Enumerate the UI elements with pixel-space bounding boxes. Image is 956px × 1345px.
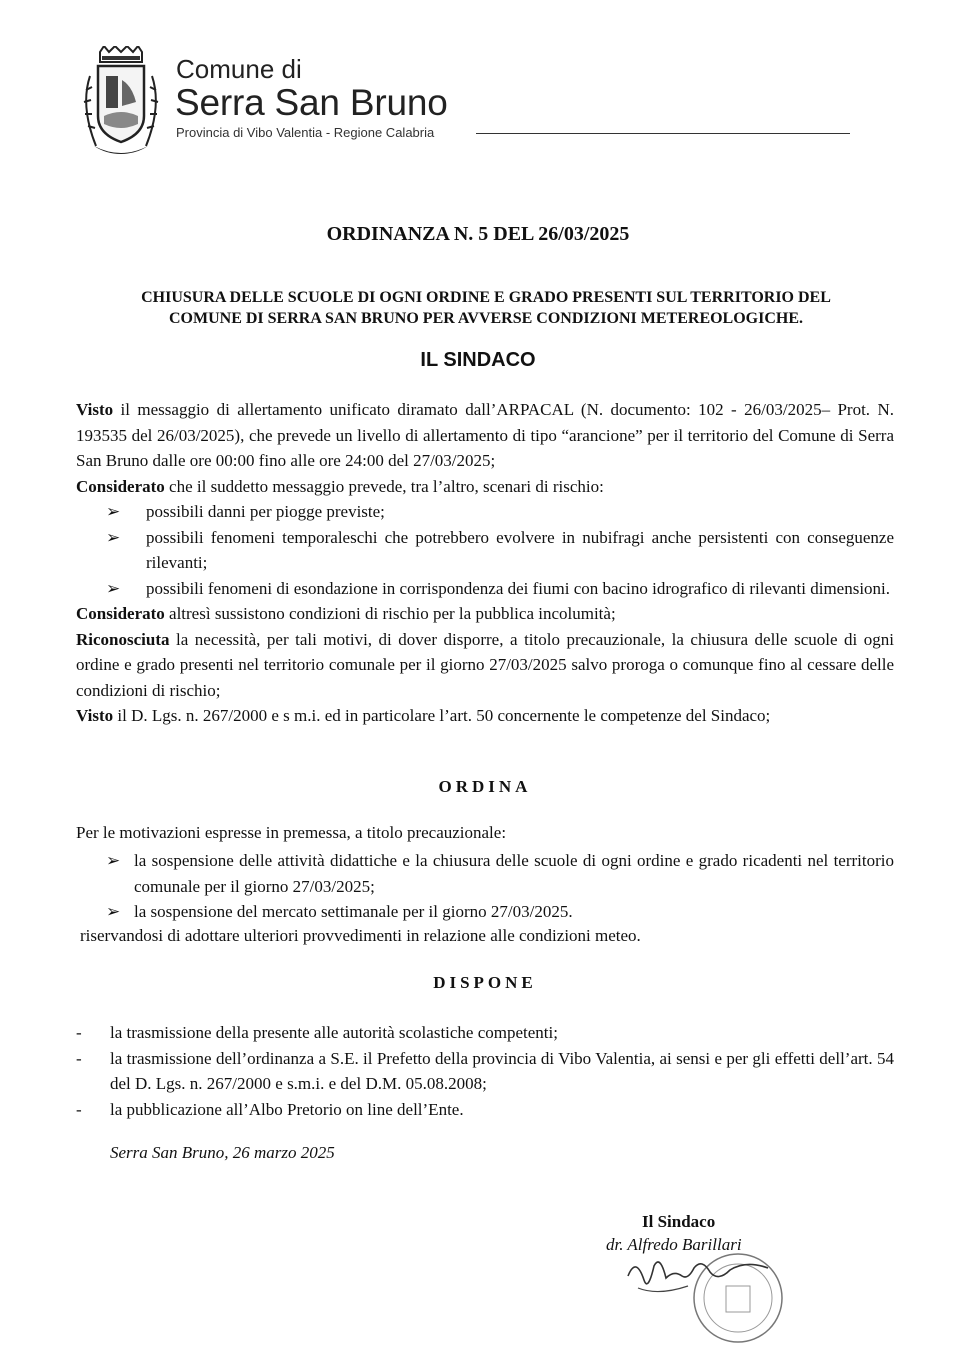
premise-text: il messaggio di allertamento unificato diramato dall’ARPACAL (N. documento: 102 - 26/03/2025– Prot. N. 193535 del 26/03/2025), che prevede un livello di allertamento di tipo “arancione” per il territorio del Comune di Serra San Bruno dalle ore 00:00 fino alle ore 24:00 del 27/03/2025; <box>76 400 894 470</box>
header-city-name: Serra San Bruno <box>175 82 448 123</box>
handwritten-signature-and-stamp <box>618 1236 788 1345</box>
arrow-bullet-icon: ➢ <box>106 851 121 870</box>
premises-section <box>76 397 894 729</box>
risk-item <box>76 499 894 525</box>
subject-line-1: CHIUSURA DELLE SCUOLE DI OGNI ORDINE E GRADO PRESENTI SUL TERRITORIO DEL <box>141 289 831 306</box>
dash-bullet: - <box>76 1023 82 1042</box>
header-divider <box>476 133 850 134</box>
premise-lead: Visto <box>76 706 114 725</box>
risk-text: possibili danni per piogge previste; <box>146 502 385 521</box>
premise-text: che il suddetto messaggio prevede, tra l’altro, scenari di rischio: <box>164 476 604 496</box>
dispone-item-text: la trasmissione della presente alle autorità scolastiche competenti; <box>110 1023 558 1042</box>
arrow-bullet-icon: ➢ <box>106 527 121 547</box>
ordina-closing: riservandosi di adottare ulteriori provvedimenti in relazione alle condizioni meteo. <box>80 926 641 945</box>
header-province-line: Provincia di Vibo Valentia - Regione Calabria <box>176 125 435 140</box>
premise-riconosciuta <box>76 627 894 704</box>
premise-visto-dlgs <box>76 703 894 729</box>
ordinance-subject <box>80 287 892 329</box>
dispone-item-text: la pubblicazione all’Albo Pretorio on line dell’Ente. <box>110 1099 464 1119</box>
dispone-heading: DISPONE <box>433 973 537 992</box>
dash-bullet: - <box>76 1099 82 1119</box>
premise-lead: Visto <box>76 400 114 419</box>
premise-considerato-rischio <box>76 601 894 627</box>
municipal-crest-icon <box>76 46 166 162</box>
premise-text: altresì sussistono condizioni di rischio per la pubblica incolumità; <box>164 604 616 623</box>
premise-lead: Riconosciuta <box>76 629 170 649</box>
signatory-title: Il Sindaco <box>642 1212 716 1231</box>
premise-text: la necessità, per tali motivi, di dover disporre, a titolo precauzionale, la chiusura delle scuole di ogni ordine e grado presenti nel territorio comunale per il giorno 27/03/2025 salvo proroga o comunque fino al cessare delle condizioni di rischio; <box>76 629 894 700</box>
place-and-date: Serra San Bruno, 26 marzo 2025 <box>110 1143 335 1162</box>
dash-bullet: - <box>76 1048 82 1068</box>
premise-visto-arpacal <box>76 397 894 474</box>
risk-text: possibili fenomeni di esondazione in corrispondenza dei fiumi con bacino idrografico di rilevanti dimensioni. <box>146 578 891 598</box>
ordina-intro: Per le motivazioni espresse in premessa, a titolo precauzionale: <box>76 823 507 842</box>
risk-item <box>76 576 894 602</box>
signatory-name: dr. Alfredo Barillari <box>606 1235 742 1254</box>
dispone-item <box>76 1020 894 1046</box>
risk-item <box>76 525 894 576</box>
ordina-item <box>106 848 894 899</box>
ordina-item <box>106 899 894 925</box>
header-comune-label: Comune di <box>176 54 302 84</box>
ordina-list <box>106 848 894 925</box>
ordina-item-text: la sospensione delle attività didattiche e la chiusura delle scuole di ogni ordine e grado ricadenti nel territorio comunale per il giorno 27/03/2025; <box>134 851 894 896</box>
dispone-item-text: la trasmissione dell’ordinanza a S.E. il Prefetto della provincia di Vibo Valentia, ai sensi e per gli effetti dell’art. 54 del D. Lgs. n. 267/2000 e s.m.i. e del D.M. 05.08.2008; <box>110 1048 894 1093</box>
dispone-list <box>76 1020 894 1122</box>
ordina-item-text: la sospensione del mercato settimanale per il giorno 27/03/2025. <box>134 902 573 921</box>
premise-considerato-scenari <box>76 474 894 500</box>
risk-text: possibili fenomeni temporaleschi che potrebbero evolvere in nubifragi anche persistenti con conseguenze rilevanti; <box>146 527 894 572</box>
arrow-bullet-icon: ➢ <box>106 578 121 598</box>
premise-lead: Considerato <box>76 476 165 496</box>
subject-line-2: COMUNE DI SERRA SAN BRUNO PER AVVERSE CONDIZIONI METEREOLOGICHE. <box>168 310 804 327</box>
authority-title: IL SINDACO <box>420 349 536 371</box>
dispone-item <box>76 1046 894 1097</box>
arrow-bullet-icon: ➢ <box>106 902 121 921</box>
premise-lead: Considerato <box>76 604 165 623</box>
dispone-item <box>76 1097 894 1123</box>
ordinance-title: ORDINANZA N. 5 DEL 26/03/2025 <box>326 223 630 245</box>
ordina-heading: ORDINA <box>438 777 532 796</box>
arrow-bullet-icon: ➢ <box>106 502 121 521</box>
premise-text: il D. Lgs. n. 267/2000 e s m.i. ed in particolare l’art. 50 concernente le competenze del Sindaco; <box>113 706 771 725</box>
